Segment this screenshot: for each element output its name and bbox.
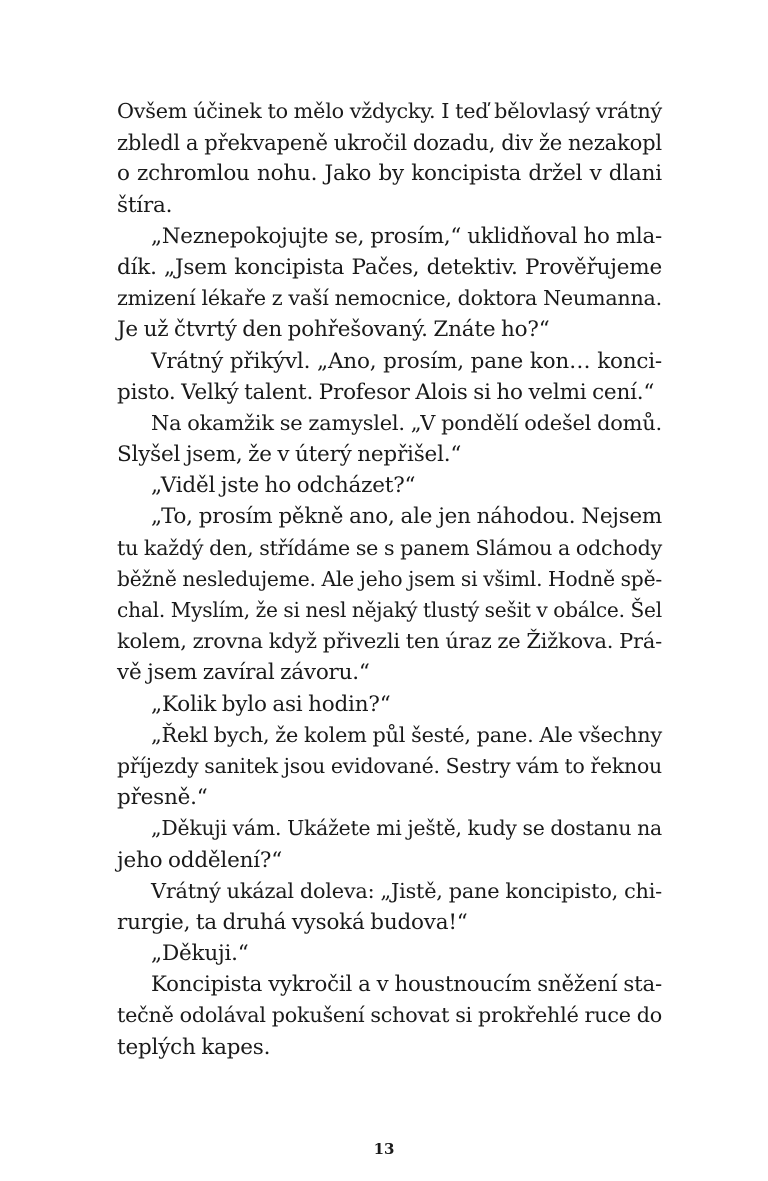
text-line: přesně.“: [117, 785, 208, 811]
text-line: jeho oddělení?“: [117, 847, 283, 873]
text-line: štíra.: [117, 192, 173, 218]
text-line: zmizení lékaře z vaší nemocnice, doktora Neumanna.: [117, 286, 662, 311]
text-line: „Děkuji.“: [151, 941, 249, 967]
text-line: Slyšel jsem, že v úterý nepřišel.“: [117, 442, 462, 468]
text-line: „Děkuji vám. Ukážete mi ještě, kudy se dostanu na: [151, 816, 662, 841]
text-line: chal. Myslím, že si nesl nějaký tlustý sešit v obálce. Šel: [117, 598, 662, 622]
text-line: pisto. Velký talent. Profesor Alois si ho velmi cení.“: [117, 379, 655, 405]
text-line: Je už čtvrtý den pohřešovaný. Znáte ho?“: [117, 317, 550, 343]
text-line: dík. „Jsem koncipista Pačes, detektiv. Prověřujeme: [117, 254, 662, 280]
page-number: 13: [373, 1140, 395, 1158]
text-line: „Řekl bych, že kolem půl šesté, pane. Ale všechny: [151, 722, 662, 747]
text-line: Vrátný ukázal doleva: „Jistě, pane koncipisto, chi-: [151, 878, 662, 903]
text-line: „Viděl jste ho odcházet?“: [151, 473, 416, 499]
text-line: Vrátný přikývl. „Ano, prosím, pane kon… konci-: [151, 348, 662, 374]
text-line: teplých kapes.: [117, 1034, 271, 1060]
body-text: [117, 96, 662, 1063]
text-line: Na okamžik se zamyslel. „V pondělí odešel domů.: [151, 410, 662, 435]
text-line: běžně nesledujeme. Ale jeho jsem si všiml. Hodně spě-: [117, 566, 662, 591]
text-line: zbledl a překvapeně ukročil dozadu, div že nezakopl: [117, 130, 662, 156]
text-line: vě jsem zavíral závoru.“: [117, 660, 370, 686]
text-line: rurgie, ta druhá vysoká budova!“: [117, 909, 468, 935]
text-line: tečně odolával pokušení schovat si prokřehlé ruce do: [117, 1003, 662, 1028]
text-line: Koncipista vykročil a v houstnoucím sněžení sta-: [151, 972, 662, 998]
text-line: o zchromlou nohu. Jako by koncipista držel v dlani: [117, 161, 662, 187]
text-line: tu každý den, střídáme se s panem Slámou a odchody: [117, 535, 662, 560]
text-line: „Neznepokojujte se, prosím,“ uklidňoval ho mla-: [151, 223, 662, 249]
text-line: „Kolik bylo asi hodin?“: [151, 691, 391, 717]
text-line: kolem, zrovna když přivezli ten úraz ze Žižkova. Prá-: [117, 629, 662, 654]
text-line: „To, prosím pěkně ano, ale jen náhodou. Nejsem: [151, 504, 662, 530]
text-line: příjezdy sanitek jsou evidované. Sestry vám to řeknou: [117, 753, 662, 778]
text-line: Ovšem účinek to mělo vždycky. I teď bělovlasý vrátný: [117, 99, 662, 123]
